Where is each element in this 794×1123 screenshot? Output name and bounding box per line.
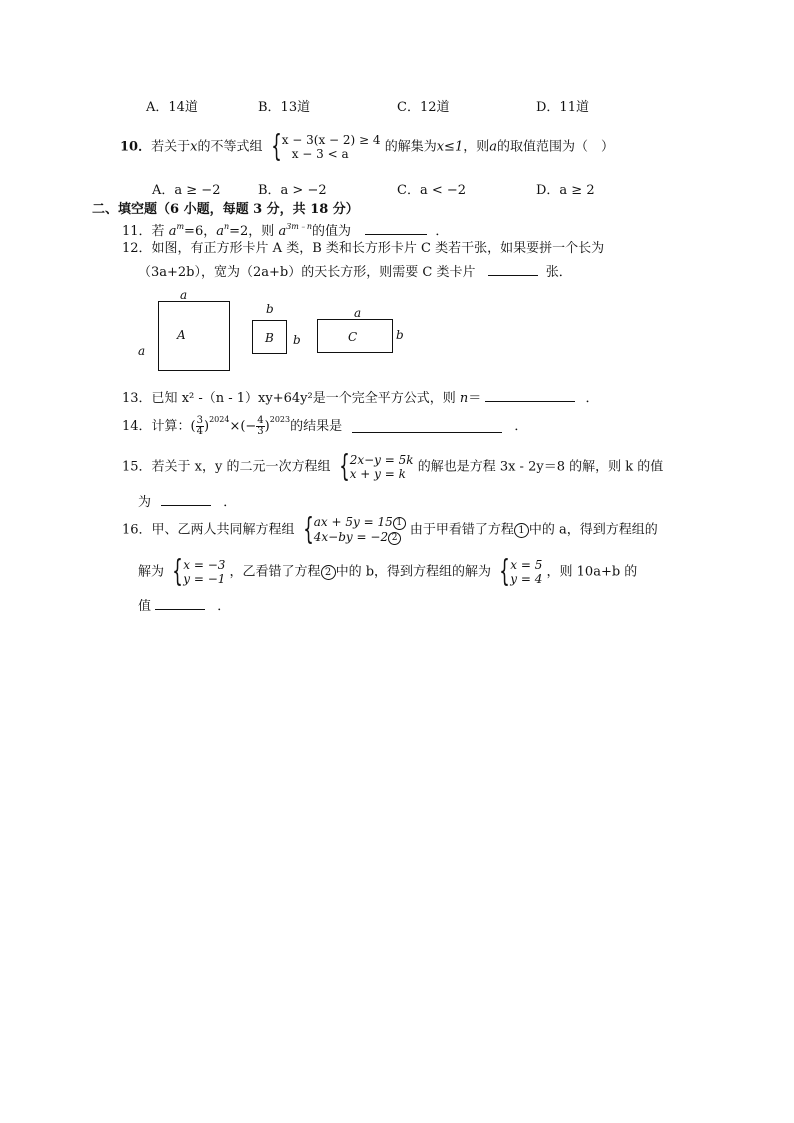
q10-option-a: A．a ≥ −2 bbox=[152, 183, 221, 198]
q11-s2: n bbox=[223, 222, 230, 231]
q10-post1: 的解集为 bbox=[384, 139, 437, 155]
circled-1-icon: 1 bbox=[393, 517, 406, 530]
q16-end: ． bbox=[217, 599, 231, 614]
fig-label-C: C bbox=[348, 330, 358, 344]
q16-l2b: ，乙看错了方程 bbox=[229, 564, 321, 580]
q12-line2: （3a+2b），宽为（2a+b）的天长方形，则需要 C 类卡片 bbox=[138, 265, 476, 280]
q13-pre: 13．已知 bbox=[122, 391, 182, 406]
q13-end: ． bbox=[585, 391, 599, 406]
q16-row2: 4x−by = −2 bbox=[313, 530, 389, 544]
q16-line3: 值 bbox=[138, 599, 152, 614]
question-15 bbox=[122, 449, 664, 484]
q14-fraction-2 bbox=[256, 416, 264, 437]
q15-post: 的解也是方程 3x - 2y＝8 的解，则 k 的值 bbox=[417, 459, 664, 475]
q14-fraction-1 bbox=[196, 416, 204, 437]
q10-var2: a bbox=[489, 139, 497, 155]
q16-s1r1: x = −3 bbox=[183, 558, 226, 572]
circled-2-icon: 2 bbox=[321, 565, 336, 580]
q16-s2r1: x = 5 bbox=[510, 558, 543, 572]
q16-pre: 16．甲、乙两人共同解方程组 bbox=[122, 522, 295, 538]
q14-den1: 4 bbox=[196, 426, 203, 437]
q13-eq: ＝ bbox=[468, 391, 482, 406]
fig-label-b-top: b bbox=[266, 302, 274, 316]
q10-option-b: B．a > −2 bbox=[258, 183, 327, 198]
fig-label-b-right2: b bbox=[396, 328, 404, 342]
q16-answer-blank[interactable] bbox=[155, 597, 205, 610]
circled-1-icon: 1 bbox=[514, 523, 529, 538]
section-2-title: 二、填空题（6 小题，每题 3 分，共 18 分） bbox=[92, 202, 359, 217]
q13-n: n bbox=[459, 391, 469, 406]
brace-icon: { bbox=[172, 554, 183, 589]
q13-answer-blank[interactable] bbox=[485, 389, 575, 402]
brace-icon: { bbox=[499, 554, 510, 589]
q14-exp1: 2024 bbox=[209, 415, 230, 424]
q16-l2a: 解为 bbox=[138, 564, 165, 580]
q16-l2c: 中的 b，得到方程组的解为 bbox=[335, 564, 492, 580]
q10-row1: x − 3(x − 2) ≥ 4 bbox=[281, 133, 381, 147]
q9-option-a: A．14道 bbox=[146, 100, 198, 115]
q15-line2: 为 bbox=[138, 495, 152, 510]
q11-answer-blank[interactable] bbox=[365, 222, 427, 235]
q10-var: x bbox=[190, 139, 198, 155]
question-10 bbox=[120, 129, 615, 164]
q16-s1r2: y = −1 bbox=[183, 572, 226, 586]
question-14: 14．计算：( $\frac{3}{4}$ )$^{2024}$×(− $\frac{4}{3}$ )$^{2023}$的结果是 ． bbox=[122, 415, 528, 437]
q10-option-c: C．a < −2 bbox=[397, 183, 467, 198]
q14-den2: 3 bbox=[257, 426, 264, 437]
q16-row1: ax + 5y = 15 bbox=[313, 515, 393, 529]
q11-e2: a bbox=[216, 224, 224, 239]
question-13 bbox=[122, 389, 599, 405]
q12-end: 张． bbox=[545, 265, 572, 280]
q11-e1: a bbox=[168, 224, 177, 239]
q15-equation-system bbox=[335, 449, 414, 484]
question-16-line2 bbox=[138, 554, 638, 589]
q10-option-d: D．a ≥ 2 bbox=[536, 183, 595, 198]
q15-row2: x + y = k bbox=[349, 467, 406, 481]
q13-text: x² -（n - 1）xy+64y²是一个完全平方公式，则 bbox=[181, 391, 460, 406]
q9-option-c: C．12道 bbox=[397, 100, 450, 115]
q14-pre: 14．计算：( bbox=[122, 419, 196, 434]
q10-text-mid: 的不等式组 bbox=[197, 139, 263, 155]
q10-cond: x≤1 bbox=[436, 139, 464, 155]
q11-end: ． bbox=[435, 224, 449, 239]
q15-end: ． bbox=[223, 495, 237, 510]
q10-inequality-system bbox=[267, 129, 381, 164]
q16-solution-1 bbox=[168, 554, 226, 589]
fig-label-A: A bbox=[177, 328, 186, 342]
q14-answer-blank[interactable] bbox=[352, 420, 502, 433]
brace-icon: { bbox=[270, 129, 282, 164]
q16-post: 由于甲看错了方程 bbox=[409, 522, 514, 538]
question-15-line2 bbox=[138, 493, 236, 509]
question-11 bbox=[122, 222, 448, 238]
q11-t2: =2，则 bbox=[229, 224, 279, 239]
fig-label-a-top: a bbox=[180, 288, 188, 302]
q12-figure bbox=[130, 285, 420, 380]
fig-label-a-top2: a bbox=[354, 306, 362, 320]
q9-option-b: B．13道 bbox=[258, 100, 311, 115]
q11-s1: m bbox=[176, 222, 185, 231]
card-a bbox=[158, 301, 230, 371]
q12-answer-blank[interactable] bbox=[488, 263, 538, 276]
q15-row1: 2x−y = 5k bbox=[349, 453, 414, 467]
q14-num1: 3 bbox=[196, 415, 203, 426]
q11-s3: 3m﹣n bbox=[286, 222, 313, 231]
q11-e3: a bbox=[278, 224, 287, 239]
q11-t3: 的值为 bbox=[312, 224, 352, 239]
q10-number: 10． bbox=[120, 139, 152, 155]
q9-option-d: D．11道 bbox=[536, 100, 589, 115]
circled-2-icon: 2 bbox=[388, 532, 401, 545]
q12-line1: 12．如图，有正方形卡片 A 类，B 类和长方形卡片 C 类若干张，如果要拼一个长为 bbox=[122, 241, 605, 256]
q10-post3: 的取值范围为（ ） bbox=[497, 139, 615, 155]
q16-s2r2: y = 4 bbox=[510, 572, 543, 586]
q10-post2: ，则 bbox=[463, 139, 490, 155]
q15-answer-blank[interactable] bbox=[161, 493, 211, 506]
q10-row2: x − 3 < a bbox=[291, 147, 349, 161]
question-16 bbox=[122, 512, 658, 547]
q14-post: 的结果是 bbox=[290, 419, 343, 434]
question-12-line2 bbox=[138, 263, 572, 279]
fig-label-a-left: a bbox=[138, 344, 146, 358]
fig-label-B: B bbox=[265, 331, 274, 345]
q14-exp2: 2023 bbox=[269, 415, 291, 424]
q14-end: ． bbox=[514, 419, 528, 434]
fig-label-b-right: b bbox=[293, 333, 301, 347]
brace-icon: { bbox=[338, 449, 350, 484]
q16-post2: 中的 a，得到方程组的 bbox=[528, 522, 658, 538]
q15-pre: 15．若关于 x，y 的二元一次方程组 bbox=[122, 459, 331, 475]
q16-solution-2 bbox=[495, 554, 543, 589]
q10-text: 若关于 bbox=[151, 139, 191, 155]
question-16-line3 bbox=[138, 597, 230, 613]
q16-equation-system bbox=[299, 512, 406, 547]
brace-icon: { bbox=[302, 512, 314, 547]
q11-t1: =6， bbox=[184, 224, 217, 239]
q14-num2: 4 bbox=[257, 415, 264, 426]
q11-pre: 11．若 bbox=[122, 224, 169, 239]
q14-mid: ×(− bbox=[229, 419, 257, 434]
q16-l2d: ，则 10a+b 的 bbox=[546, 564, 638, 580]
